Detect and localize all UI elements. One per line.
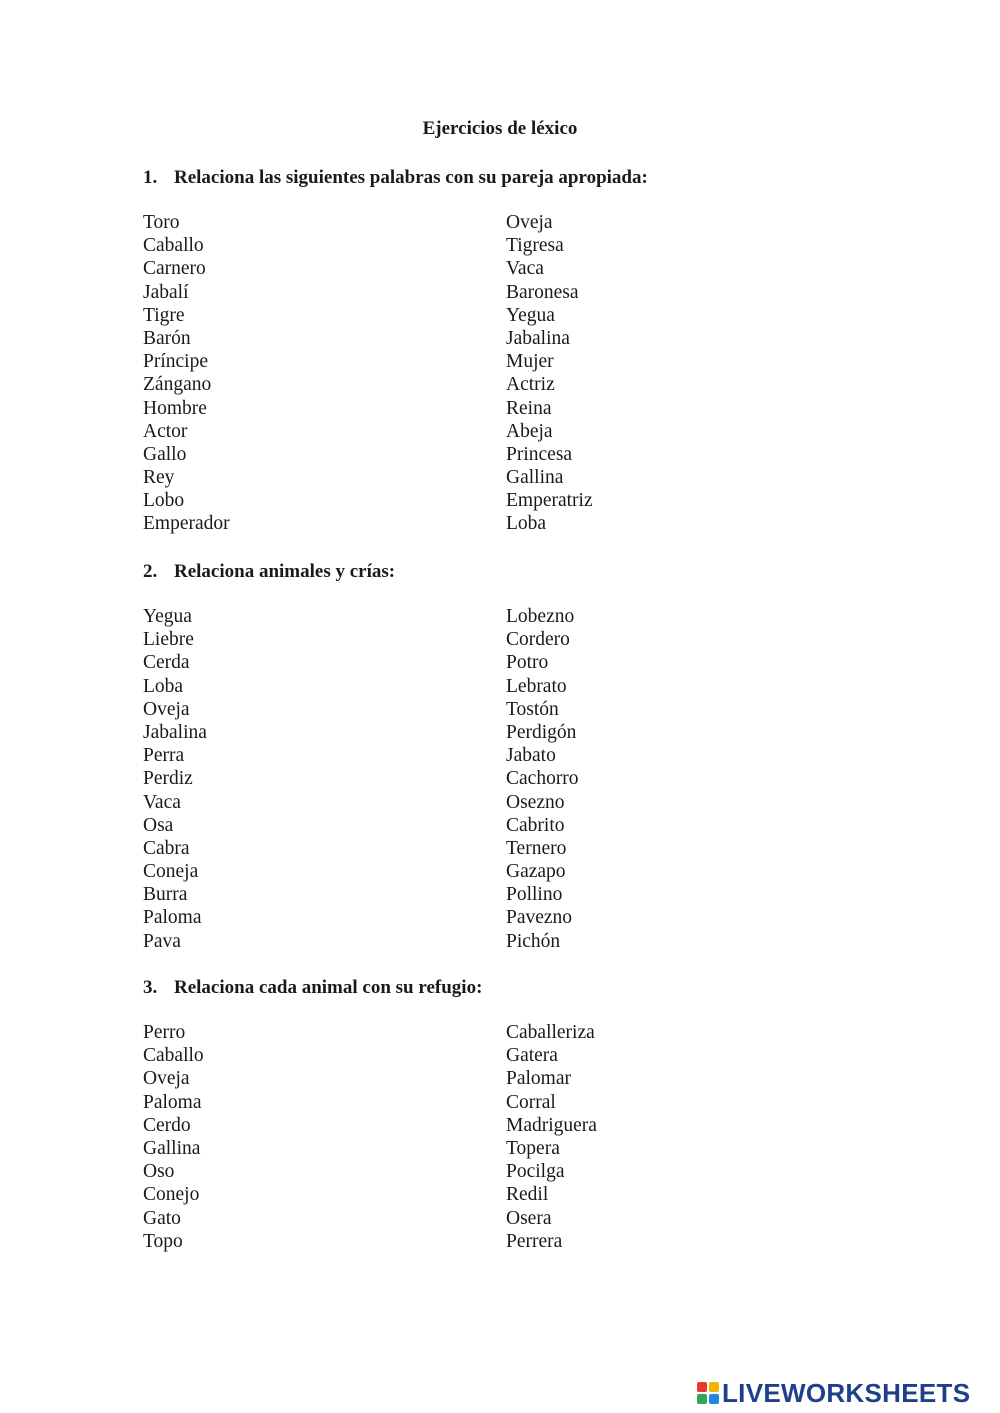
word-item: Perro	[143, 1022, 186, 1043]
liveworksheets-logo	[697, 1378, 970, 1408]
word-item: Emperatriz	[506, 490, 593, 512]
word-item: Coneja	[143, 861, 199, 883]
word-item: Conejo	[143, 1184, 200, 1206]
word-item: Loba	[143, 675, 184, 697]
section-2	[143, 559, 903, 952]
section-heading-text: Relaciona cada animal con su refugio:	[174, 977, 483, 998]
word-item: Tostón	[506, 698, 559, 720]
word-item: Cerdo	[143, 1114, 191, 1136]
word-item: Loba	[506, 513, 547, 535]
word-item: Paloma	[143, 907, 202, 929]
word-item: Jabalina	[506, 327, 570, 349]
logo-square	[709, 1394, 719, 1404]
word-item: Osa	[143, 814, 174, 836]
word-item: Cordero	[506, 629, 570, 651]
word-item: Liebre	[143, 629, 194, 651]
section-heading-text: Relaciona las siguientes palabras con su pareja apropiada:	[174, 167, 648, 188]
word-item: Topo	[143, 1230, 183, 1252]
word-item: Zángano	[143, 374, 212, 396]
section-heading	[143, 165, 903, 191]
word-item: Emperador	[143, 513, 230, 535]
word-item: Hombre	[143, 397, 207, 419]
word-item: Cabra	[143, 837, 190, 859]
word-item: Gato	[143, 1207, 181, 1229]
word-item: Paloma	[143, 1091, 202, 1113]
word-item: Príncipe	[143, 351, 208, 373]
word-item: Oso	[143, 1161, 175, 1183]
right-word-list	[506, 605, 579, 953]
word-item: Topera	[506, 1137, 560, 1159]
word-item: Vaca	[506, 258, 544, 280]
word-item: Pollino	[506, 884, 563, 906]
word-item: Yegua	[143, 606, 192, 627]
word-item: Actor	[143, 420, 188, 442]
word-item: Tigresa	[506, 235, 564, 257]
word-item: Caballo	[143, 235, 204, 257]
word-item: Lobo	[143, 490, 185, 512]
word-item: Yegua	[506, 304, 555, 326]
word-item: Oveja	[143, 698, 190, 720]
word-item: Pocilga	[506, 1161, 565, 1183]
word-item: Ternero	[506, 837, 567, 859]
word-item: Mujer	[506, 351, 554, 373]
word-item: Vaca	[143, 791, 181, 813]
section-heading	[143, 975, 903, 1001]
word-item: Potro	[506, 652, 549, 674]
word-item: Cachorro	[506, 768, 579, 790]
right-word-list	[506, 1021, 597, 1253]
word-item: Caballeriza	[506, 1022, 595, 1043]
section-number: 2.	[143, 561, 158, 582]
word-item: Perdigón	[506, 721, 577, 743]
word-item: Actriz	[506, 374, 555, 396]
right-word-list	[506, 211, 593, 536]
word-item: Jabalí	[143, 281, 189, 303]
word-item: Toro	[143, 212, 180, 233]
word-item: Cerda	[143, 652, 190, 674]
word-item: Perdiz	[143, 768, 193, 790]
logo-text: LIVEWORKSHEETS	[722, 1378, 971, 1408]
word-item: Perra	[143, 745, 185, 767]
document-title: Ejercicios de léxico	[422, 118, 578, 139]
section-heading	[143, 559, 903, 585]
word-item: Osera	[506, 1207, 552, 1229]
word-item: Barón	[143, 327, 191, 349]
word-item: Lobezno	[506, 606, 575, 627]
left-word-list	[143, 605, 207, 953]
word-item: Jabalina	[143, 721, 207, 743]
word-item: Madriguera	[506, 1114, 597, 1136]
word-item: Pavezno	[506, 907, 573, 929]
word-item: Oveja	[506, 212, 553, 233]
word-item: Jabato	[506, 745, 556, 767]
word-item: Redil	[506, 1184, 549, 1206]
word-item: Rey	[143, 467, 175, 489]
word-item: Oveja	[143, 1068, 190, 1090]
word-item: Gallo	[143, 443, 187, 465]
word-item: Abeja	[506, 420, 553, 442]
section-3	[143, 975, 903, 1252]
word-item: Palomar	[506, 1068, 571, 1090]
word-item: Tigre	[143, 304, 185, 326]
word-item: Lebrato	[506, 675, 567, 697]
left-word-list	[143, 1021, 204, 1253]
word-item: Princesa	[506, 443, 573, 465]
word-item: Osezno	[506, 791, 565, 813]
left-word-list	[143, 211, 230, 536]
logo-square	[709, 1382, 719, 1392]
word-item: Gallina	[506, 467, 564, 489]
section-number: 1.	[143, 167, 158, 188]
word-item: Gatera	[506, 1045, 558, 1067]
word-item: Gazapo	[506, 861, 566, 883]
word-item: Caballo	[143, 1045, 204, 1067]
word-item: Pichón	[506, 930, 561, 952]
word-item: Carnero	[143, 258, 206, 280]
word-item: Cabrito	[506, 814, 565, 836]
logo-square	[697, 1382, 707, 1392]
word-item: Burra	[143, 884, 188, 906]
word-item: Reina	[506, 397, 552, 419]
word-item: Perrera	[506, 1230, 563, 1252]
logo-mark-icon	[697, 1382, 719, 1404]
logo-square	[697, 1394, 707, 1404]
section-heading-text: Relaciona animales y crías:	[174, 561, 396, 582]
word-item: Pava	[143, 930, 181, 952]
word-item: Baronesa	[506, 281, 579, 303]
word-item: Corral	[506, 1091, 556, 1113]
section-number: 3.	[143, 977, 158, 998]
word-item: Gallina	[143, 1137, 201, 1159]
section-1	[143, 165, 903, 535]
